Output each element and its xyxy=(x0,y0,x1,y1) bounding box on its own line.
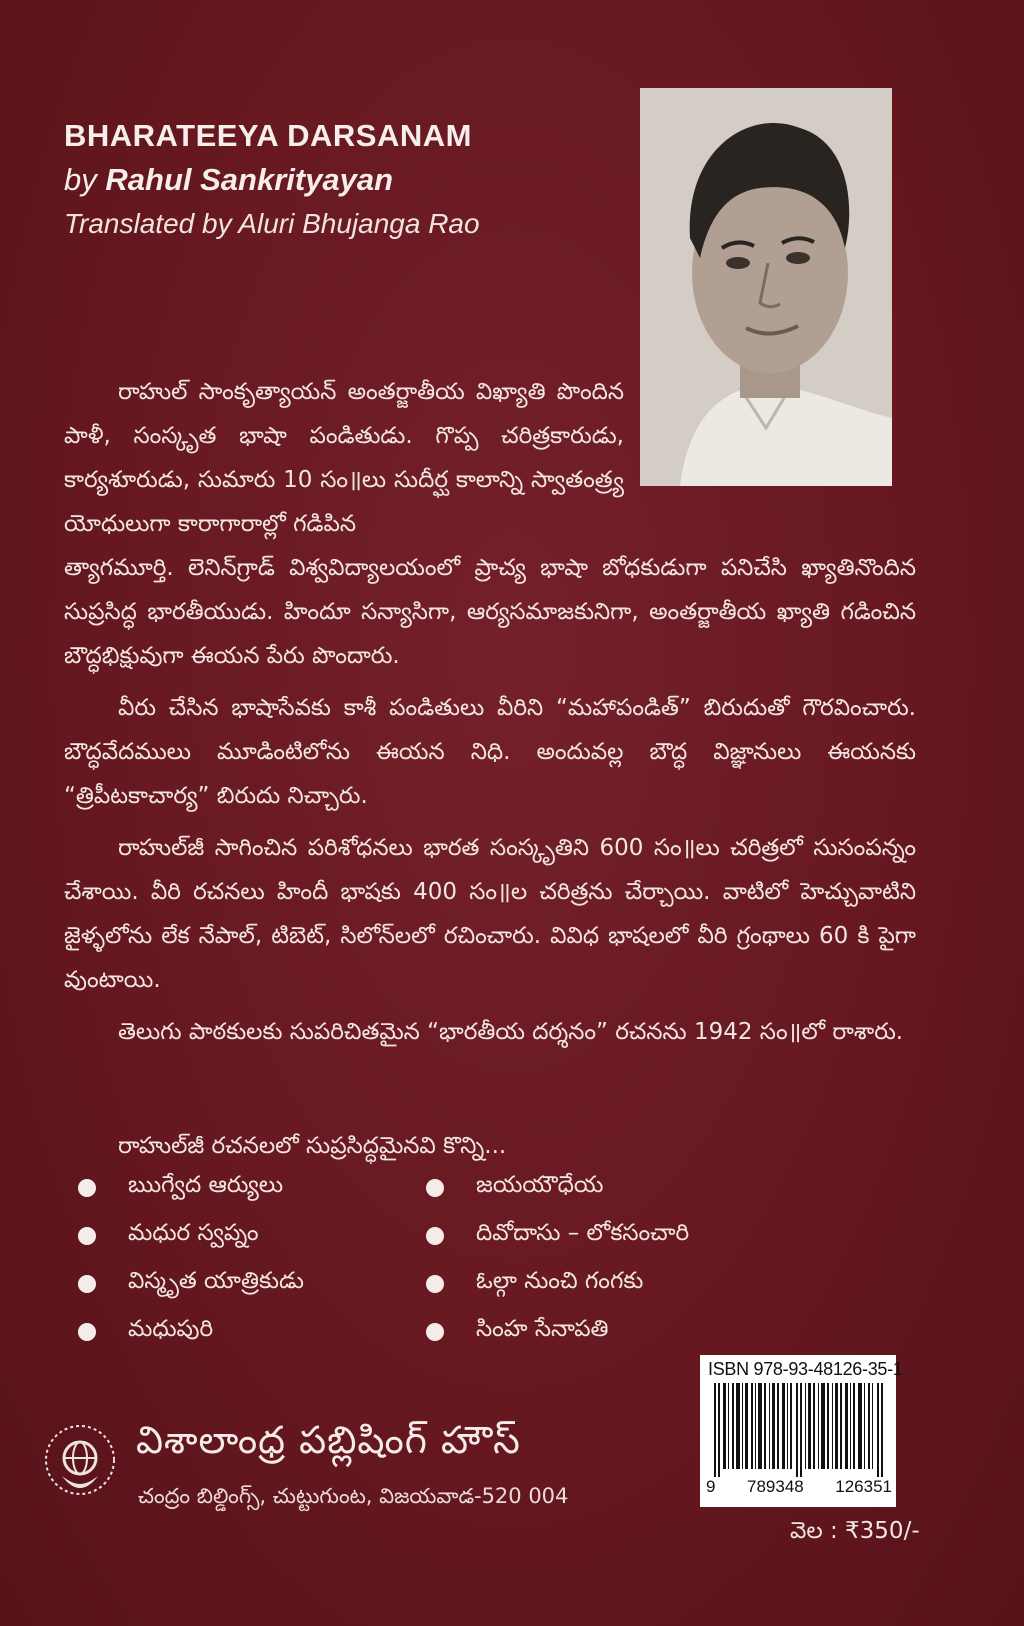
work-title: మధుర స్వప్నం xyxy=(128,1220,259,1246)
bullet-icon xyxy=(78,1179,96,1197)
isbn-barcode xyxy=(700,1355,903,1507)
work-title: మధుపురి xyxy=(128,1316,214,1342)
book-title: BHARATEEYA DARSANAM xyxy=(64,118,472,153)
list-item xyxy=(72,1264,420,1304)
price-label: వెల : ₹350/- xyxy=(790,1518,920,1544)
publisher-name: విశాలాంధ్ర పబ్లిషింగ్ హౌస్ xyxy=(136,1418,521,1462)
work-title: విస్మృత యాత్రికుడు xyxy=(128,1268,304,1294)
barcode-icon xyxy=(714,1383,884,1477)
barcode-lead-digit: 9 xyxy=(706,1477,716,1496)
work-title: ఓల్గా నుంచి గంగకు xyxy=(476,1268,644,1294)
list-item xyxy=(420,1168,768,1208)
list-item xyxy=(420,1216,768,1256)
author-line xyxy=(64,162,393,198)
list-item xyxy=(72,1168,420,1208)
work-title: దివోదాసు – లోకసంచారి xyxy=(476,1220,690,1246)
list-item xyxy=(420,1312,768,1352)
work-title: ఋగ్వేద ఆర్యులు xyxy=(128,1172,284,1198)
bullet-icon xyxy=(426,1227,444,1245)
translator-line: Translated by Aluri Bhujanga Rao xyxy=(64,208,480,239)
work-title: సింహ సేనాపతి xyxy=(476,1316,609,1342)
paragraph: తెలుగు పాఠకులకు సుపరిచితమైన “భారతీయ దర్శనం” రచనను 1942 సం॥లో రాశారు. xyxy=(118,1019,904,1045)
paragraph: వీరు చేసిన భాషాసేవకు కాశీ పండితులు వీరిని “మహాపండిత్” బిరుదుతో గౌరవించారు. బౌద్ధవేదములు మూడింటిలోను ఈయన నిధి. అందువల్ల బౌద్ధ విజ్ఞానులు ఈయనకు “త్రిపీటకాచార్య” బిరుదు నిచ్చారు. xyxy=(64,695,916,809)
works-list xyxy=(72,1168,772,1352)
globe-emblem-icon xyxy=(40,1420,120,1510)
isbn-number: ISBN 978-93-48126-35-1 xyxy=(708,1359,903,1379)
bullet-icon xyxy=(78,1323,96,1341)
bullet-icon xyxy=(78,1227,96,1245)
barcode-right-digits: 126351 xyxy=(835,1477,892,1496)
publisher-address: చంద్రం బిల్డింగ్స్, చుట్టుగుంట, విజయవాడ-520 004 xyxy=(138,1484,569,1508)
barcode-digits xyxy=(706,1477,892,1497)
list-item xyxy=(72,1312,420,1352)
author-name: Rahul Sankrityayan xyxy=(105,162,394,197)
bullet-icon xyxy=(78,1275,96,1293)
paragraph: త్యాగమూర్తి. లెనిన్‌గ్రాడ్ విశ్వవిద్యాలయంలో ప్రాచ్య భాషా బోధకుడుగా పనిచేసి ఖ్యాతినొందిన సుప్రసిద్ధ భారతీయుడు. హిందూ సన్యాసిగా, ఆర్యసమాజకునిగా, అంతర్జాతీయ ఖ్యాతి గడించిన బౌద్ధభిక్షువుగా ఈయన పేరు పొందారు. xyxy=(64,555,916,669)
bullet-icon xyxy=(426,1323,444,1341)
description-text xyxy=(64,370,916,1062)
work-title: జయయౌధేయ xyxy=(476,1172,604,1198)
list-item xyxy=(420,1264,768,1304)
bullet-icon xyxy=(426,1275,444,1293)
list-item xyxy=(72,1216,420,1256)
works-intro: రాహుల్‌జీ రచనలలో సుప్రసిద్ధమైనవి కొన్ని... xyxy=(118,1133,507,1159)
barcode-left-digits: 789348 xyxy=(747,1477,804,1496)
by-label: by xyxy=(64,162,97,197)
bullet-icon xyxy=(426,1179,444,1197)
paragraph: రాహుల్‌జీ సాగించిన పరిశోధనలు భారత సంస్కృతిని 600 సం॥లు చరిత్రలో సుసంపన్నం చేశాయి. వీరి రచనలు హిందీ భాషకు 400 సం॥ల చరిత్రను చేర్చాయి. వాటిలో హెచ్చువాటిని జైళ్ళలోను లేక నేపాల్, టిబెట్, సిలోన్‌లలో రచించారు. వివిధ భాషలలో వీరి గ్రంథాలు 60 కి పైగా వుంటాయి. xyxy=(64,835,916,993)
paragraph: రాహుల్ సాంకృత్యాయన్ అంతర్జాతీయ విఖ్యాతి పొందిన పాళీ, సంస్కృత భాషా పండితుడు. గొప్ప చరిత్రకారుడు, కార్యశూరుడు, సుమారు 10 సం॥లు సుదీర్ఘ కాలాన్ని స్వాతంత్ర్య యోధులుగా కారాగారాల్లో గడిపిన xyxy=(64,379,624,537)
